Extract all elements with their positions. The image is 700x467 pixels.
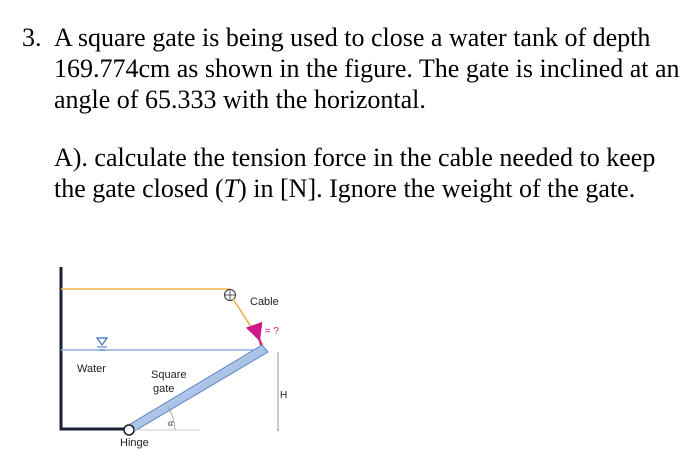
free-surface-icon [97, 338, 107, 350]
part-a-prefix: A). calculate the tension force in the cable needed to keep the gate closed ( [54, 143, 656, 203]
height-dimension [277, 352, 279, 431]
gate-label-line2: gate [153, 383, 175, 395]
water-label: Water [77, 363, 106, 375]
part-a-suffix: ) in [N]. Ignore the weight of the gate. [238, 174, 636, 203]
hinge-icon [124, 425, 134, 435]
problem-text: A square gate is being used to close a water tank of depth 169.774cm as shown in the figure. The gate is inclined at an angle of 65.333 with the horizontal. [54, 23, 680, 114]
tension-label: T = ? [256, 326, 279, 337]
height-label: H [280, 390, 288, 401]
gate-label-line1: Square [151, 369, 187, 381]
tank-wall [61, 267, 128, 429]
cable-label: Cable [250, 296, 279, 308]
hinge-label: Hinge [120, 437, 149, 449]
alpha-label: α [168, 418, 174, 429]
square-gate [127, 345, 268, 432]
problem-number: 3. [22, 23, 42, 52]
tension-symbol: T [223, 174, 239, 203]
